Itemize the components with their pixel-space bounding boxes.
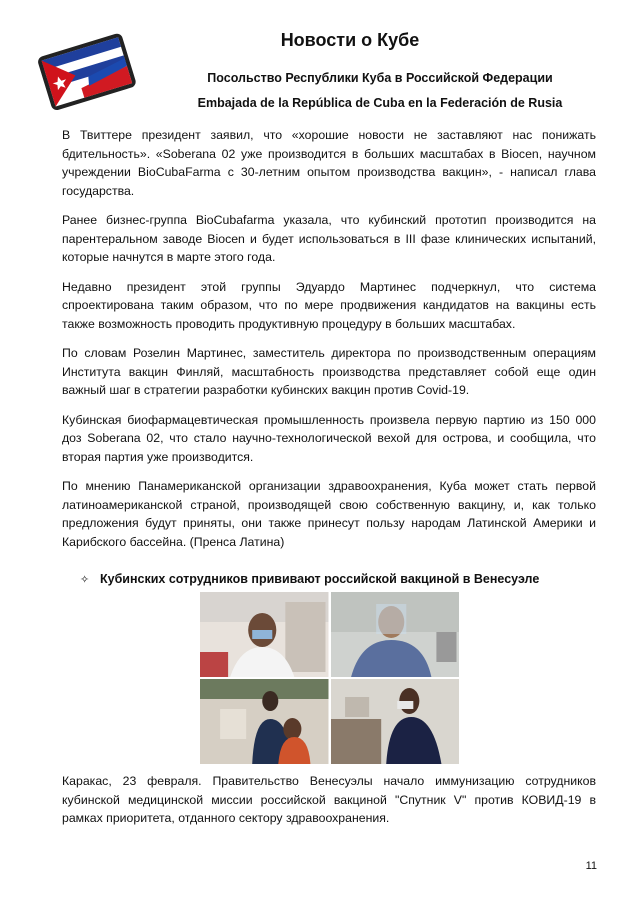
paragraph: Каракас, 23 февраля. Правительство Венесуэлы начало иммунизацию сотрудников кубинской медицинской миссии российской вакциной "Спутник V" против КОВИД-19 в рамках приоритета, отданного сектору здравоохранения. [62, 774, 596, 825]
page-number: 11 [585, 860, 597, 872]
photo-vaccination [200, 679, 329, 764]
paragraph: В Твиттере президент заявил, что «хорошие новости не заставляют нас понижать бдительность». «Soberana 02 уже производится в больших масштабах в Biocen, научном учреждении BioCubaFarma с 30-летним опытом производства вакцин», - написал глава государства. [62, 128, 596, 198]
section-heading [80, 572, 600, 586]
paragraph: По мнению Панамериканской организации здравоохранения, Куба может стать первой латиноамериканской страной, производящей свою собственную вакцину, и, как только предложения будут приняты, они также принесут пользу народам Латинской Америки и Карибского бассейна. (Пренса Латина) [62, 479, 596, 549]
diamond-bullet-icon: ✧ [80, 573, 90, 586]
photo-doctor-faceshield [331, 592, 460, 677]
section-title: Кубинских сотрудников прививают российской вакциной в Венесуэле [100, 572, 540, 586]
paragraph: Кубинская биофармацевтическая промышленность произвела первую партию из 150 000 доз Soberana 02, что стало научно-технологической вехой для острова, и сообщила, что вторая партия уже производится. [62, 412, 596, 464]
page-title: Новости о Кубе [280, 30, 420, 50]
paragraph: Ранее бизнес-группа BioCubafarma указала, что кубинский прототип производится на парентеральном заводе Biocen и будет использоваться в III фазе клинических испытаний, которые начнутся в марте этого года. [62, 213, 596, 264]
paragraph: Недавно президент этой группы Эдуардо Мартинес подчеркнул, что система спроектирована таким образом, что по мере продвижения кандидатов на вакцины есть также возможность проводить продуктивную процедуру в больших масштабах. [62, 279, 596, 331]
photo-collage [200, 592, 459, 764]
photo-nurse-mask [200, 592, 329, 677]
photo-patient-vaccinated [331, 679, 460, 764]
article-body [62, 126, 596, 562]
paragraph: По словам Розелин Мартинес, заместитель директора по производственным операциям Института вакцин Финляй, масштабность производства представляет собой еще один важный шаг в стратегии разработки кубинских вакцин против Covid-19. [62, 346, 596, 397]
embassy-name-ru: Посольство Республики Куба в Российской Федерации [207, 71, 553, 85]
embassy-name-es: Embajada de la República de Cuba en la Federación de Rusia [197, 96, 563, 110]
